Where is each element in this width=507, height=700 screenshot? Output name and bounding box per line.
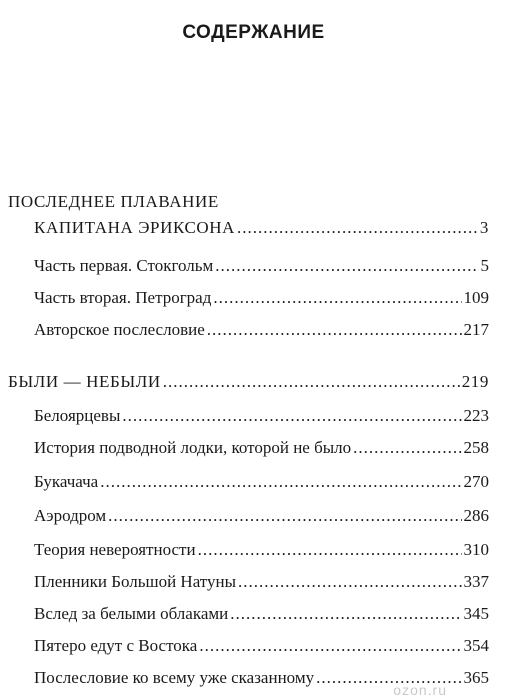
toc-entry-page: 337 — [463, 572, 489, 591]
toc-entry-page: 310 — [463, 540, 489, 559]
leader-dots — [198, 540, 462, 560]
toc-entry-title: БЫЛИ — НЕБЫЛИ — [8, 372, 161, 391]
toc-entry-title: КАПИТАНА ЭРИКСОНА — [34, 218, 236, 237]
toc-entry — [34, 288, 489, 308]
toc-entry-page: 223 — [463, 406, 489, 425]
toc-entry — [34, 636, 489, 656]
toc-entry-page: 3 — [479, 218, 489, 237]
leader-dots — [207, 320, 462, 340]
toc-entry-title: Вслед за белыми облаками — [34, 604, 229, 623]
toc-entry — [34, 604, 489, 624]
leader-dots — [108, 506, 461, 526]
leader-dots — [163, 372, 460, 392]
toc-entry-page: 354 — [463, 636, 489, 655]
toc-entry-page: 5 — [480, 256, 489, 275]
toc-entry — [34, 506, 489, 526]
toc-entry — [34, 256, 489, 276]
toc-entry-page: 217 — [463, 320, 489, 339]
toc-entry — [34, 472, 489, 492]
toc-section-entry — [8, 372, 489, 392]
toc-entry-title: Послесловие ко всему уже сказанному — [34, 668, 315, 687]
toc-entry-page: 109 — [463, 288, 489, 307]
watermark: ozon.ru — [393, 682, 447, 698]
toc-entry-title: Пятеро едут с Востока — [34, 636, 198, 655]
leader-dots — [199, 636, 461, 656]
toc-entry-title: Теория невероятности — [34, 540, 196, 559]
toc-entry-page: 258 — [463, 438, 489, 457]
toc-entry-page: 365 — [463, 668, 489, 687]
leader-dots — [230, 604, 461, 624]
toc-section-title-line1: ПОСЛЕДНЕЕ ПЛАВАНИЕ — [8, 192, 219, 211]
toc-entry-title: Аэродром — [34, 506, 107, 525]
toc-entry — [34, 540, 489, 560]
leader-dots — [215, 256, 478, 276]
toc-entry-title: Пленники Большой Натуны — [34, 572, 237, 591]
toc-entry — [34, 572, 489, 592]
toc-entry-title: Букачача — [34, 472, 99, 491]
toc-entry — [34, 438, 489, 458]
leader-dots — [100, 472, 461, 492]
toc-entry — [34, 406, 489, 426]
toc-entry-title: Часть вторая. Петроград — [34, 288, 212, 307]
toc-entry-page: 345 — [463, 604, 489, 623]
leader-dots — [122, 406, 461, 426]
toc-entry-title: Авторское послесловие — [34, 320, 205, 339]
toc-entry-title: Часть первая. Стокгольм — [34, 256, 214, 275]
leader-dots — [237, 218, 478, 238]
toc-entry-title: Белоярцевы — [34, 406, 121, 425]
toc-entry-page: 219 — [461, 372, 489, 391]
leader-dots — [238, 572, 461, 592]
leader-dots — [213, 288, 461, 308]
toc-entry-title: История подводной лодки, которой не было — [34, 438, 352, 457]
page-title: СОДЕРЖАНИЕ — [182, 22, 325, 43]
toc-entry-page: 270 — [463, 472, 489, 491]
toc-entry — [34, 320, 489, 340]
leader-dots — [353, 438, 461, 458]
toc-entry-part1 — [34, 218, 489, 238]
toc-entry-page: 286 — [463, 506, 489, 525]
